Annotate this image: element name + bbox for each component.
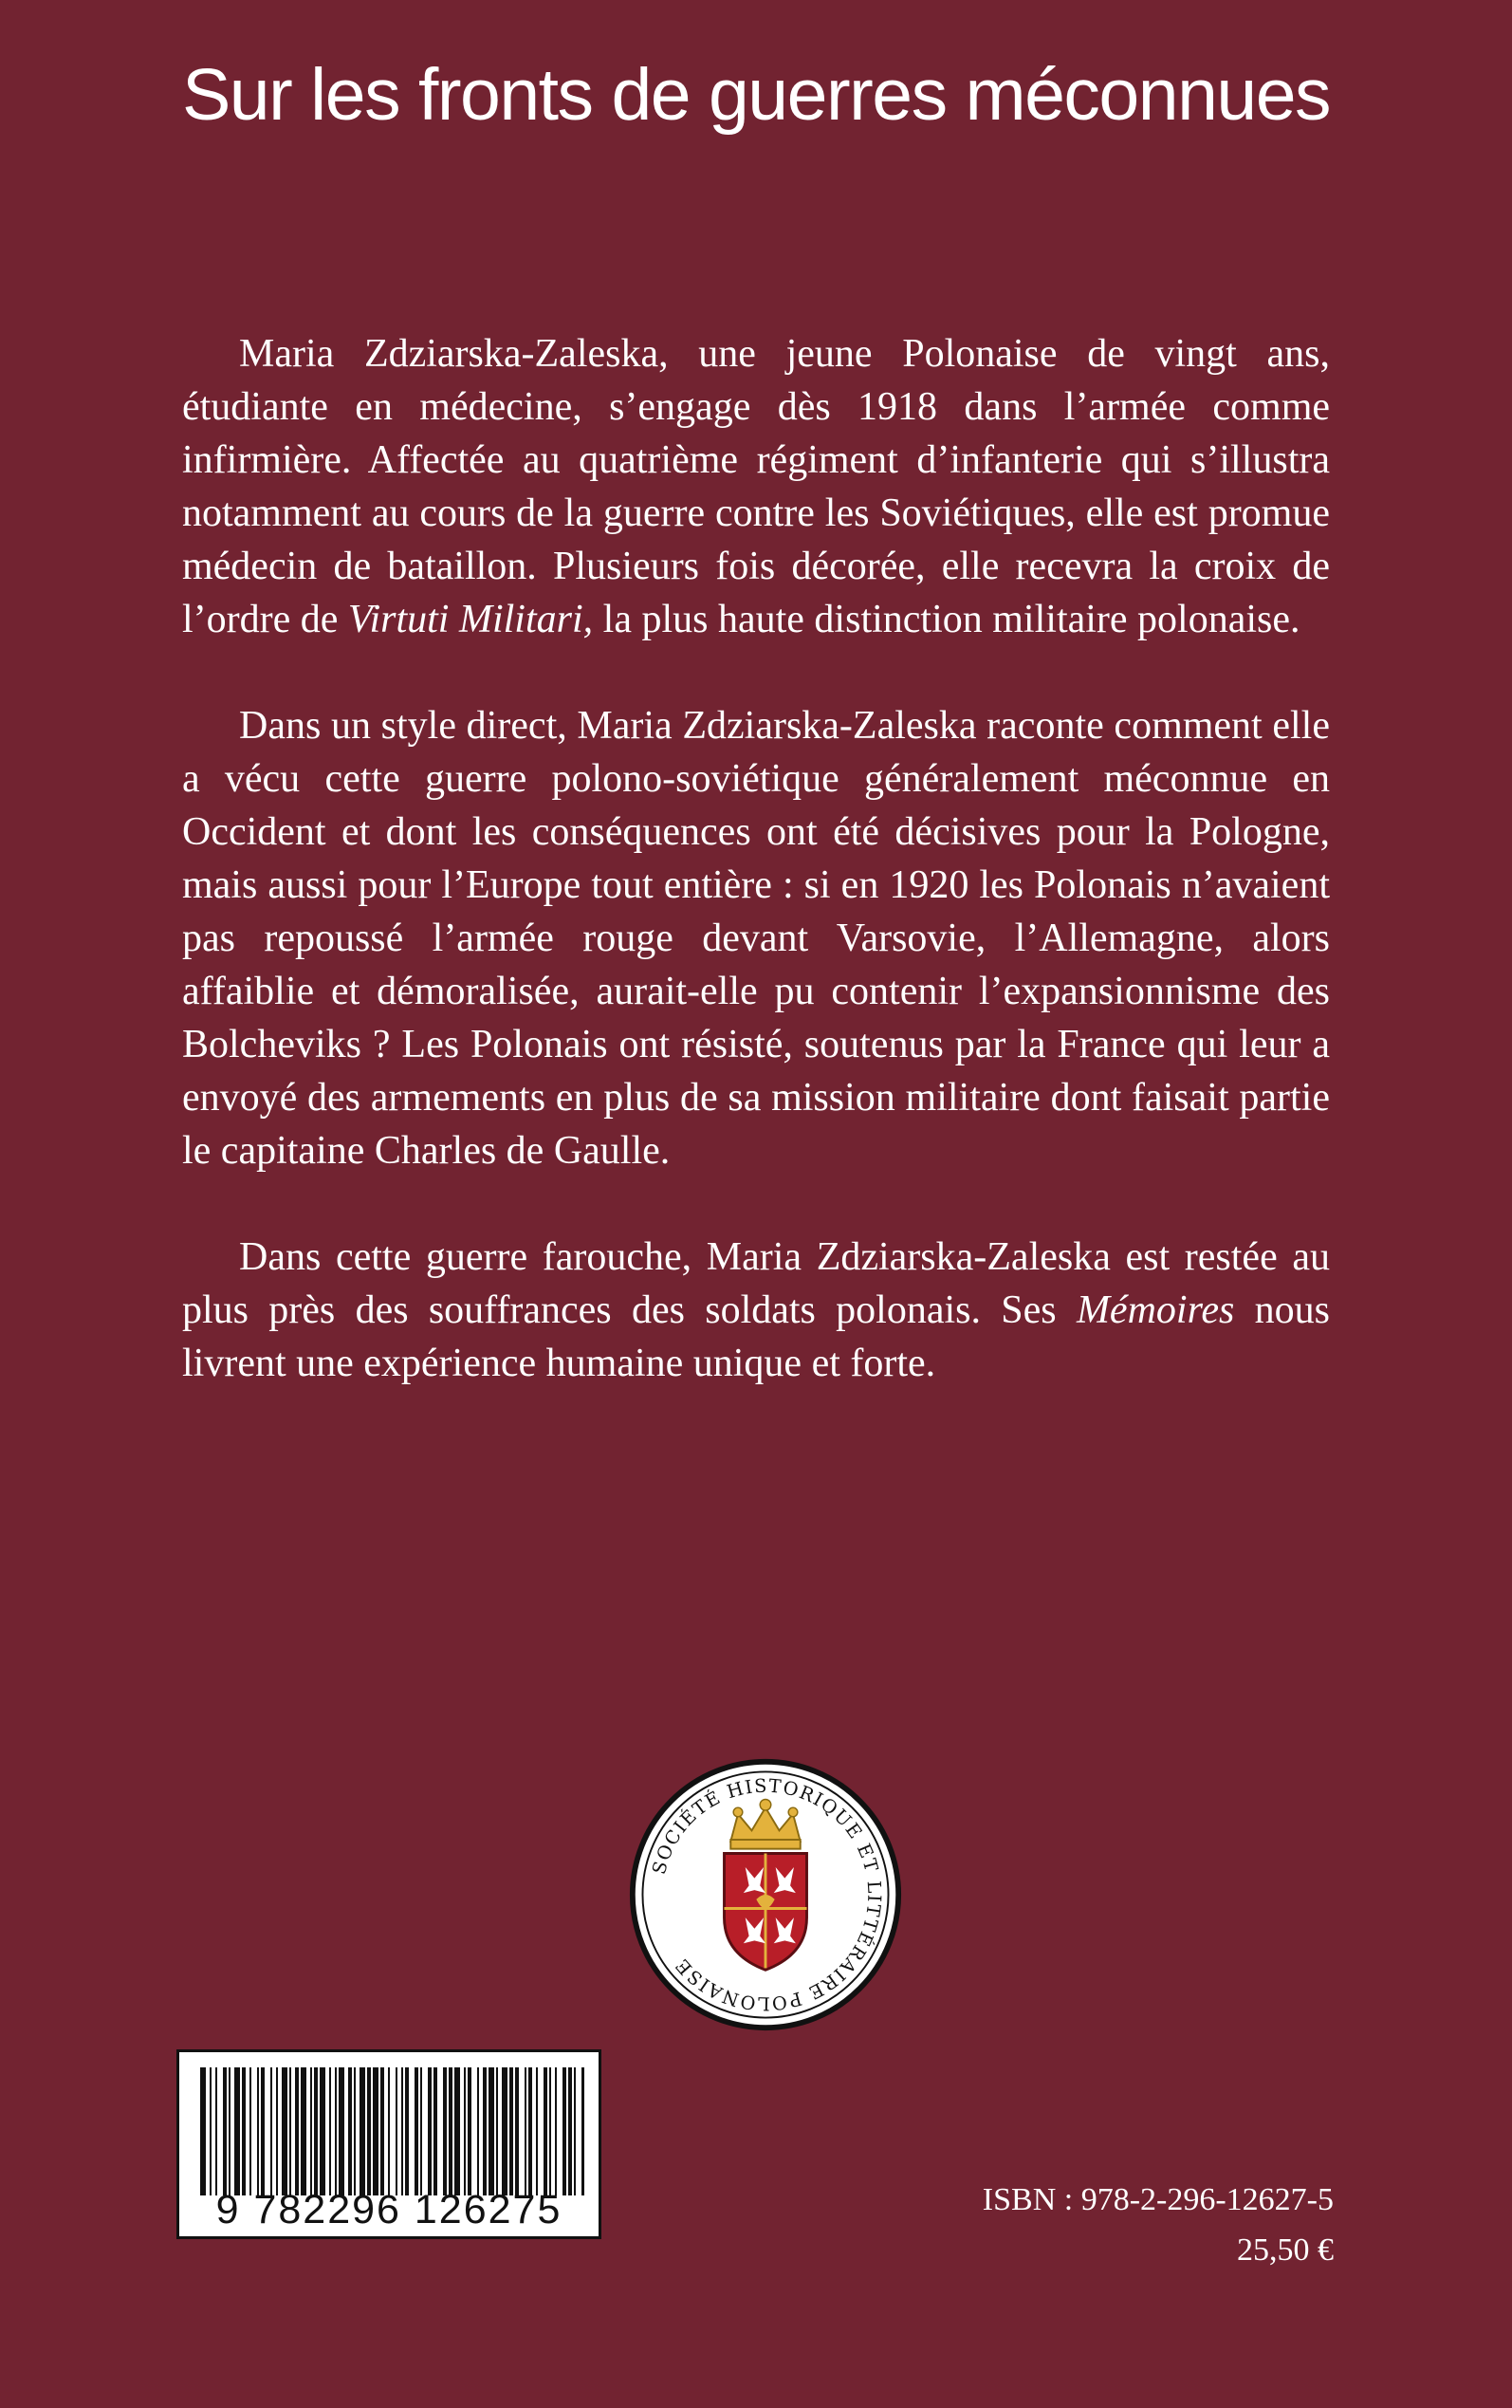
barcode-bar xyxy=(483,2067,487,2195)
barcode-bar xyxy=(348,2067,352,2195)
blurb-p3-italic: Mémoires xyxy=(1076,1288,1235,1332)
barcode-bar xyxy=(405,2067,409,2195)
barcode-digits: 9 782296 126275 xyxy=(215,2187,562,2232)
blurb-p1-text-a: Maria Zdziarska-Zaleska, une jeune Polonaise de vingt ans, étudiante en médecine, s’engage dès 1918 dans l’armée comme infirmière. Affectée au quatrième régiment d’infanterie qui s’illustra notamment au cours de la guerre contre les Soviétiques, elle est promue médecin de bataillon. Plusieurs fois décorée, elle recevra la croix de l’ordre de xyxy=(182,332,1330,641)
barcode-bar xyxy=(320,2067,325,2195)
barcode-bar xyxy=(329,2067,331,2195)
barcode-bar xyxy=(544,2067,547,2195)
barcode-bar xyxy=(468,2067,471,2195)
barcode-bar xyxy=(295,2067,299,2195)
barcode-bar xyxy=(396,2067,397,2195)
coat-of-arms-shield xyxy=(725,1854,807,1971)
blurb-p1-text-b: la plus haute distinction militaire polonaise. xyxy=(593,598,1300,641)
barcode-bar xyxy=(367,2067,371,2195)
barcode-bar xyxy=(229,2067,230,2195)
barcode-bar xyxy=(335,2067,337,2195)
barcode-bar xyxy=(536,2067,538,2195)
blurb-p3-text-b: nous livrent une expérience humaine unique et forte. xyxy=(182,1288,1330,1385)
barcode-bar xyxy=(200,2067,206,2195)
seal-text: SOCIÉTÉ HISTORIQUE ET LITTÉRAIRE POLONAISE xyxy=(647,1774,886,2015)
barcode-bar xyxy=(215,2067,217,2195)
barcode-bar xyxy=(270,2067,272,2195)
barcode-bar xyxy=(454,2067,460,2195)
barcode-bar xyxy=(489,2067,494,2195)
barcode-bar xyxy=(354,2067,356,2195)
barcode-bar xyxy=(314,2067,318,2195)
barcode-bar xyxy=(477,2067,479,2195)
barcode-bar xyxy=(388,2067,390,2195)
barcode-bar xyxy=(310,2067,312,2195)
barcode-bar xyxy=(223,2067,227,2195)
barcode-bar xyxy=(282,2067,287,2195)
barcode-bar xyxy=(380,2067,384,2195)
barcode-bar xyxy=(443,2067,447,2195)
barcode-bar xyxy=(509,2067,513,2195)
book-title: Sur les fronts de guerres méconnues xyxy=(181,54,1331,136)
barcode-bar xyxy=(234,2067,240,2195)
barcode-bar xyxy=(433,2067,437,2195)
isbn-label: ISBN : 978-2-296-12627-5 xyxy=(982,2182,1334,2217)
barcode-bar xyxy=(373,2067,378,2195)
barcode-bar xyxy=(549,2067,551,2195)
barcode-bar xyxy=(276,2067,278,2195)
barcode-bar xyxy=(568,2067,572,2195)
barcode-bar xyxy=(420,2067,422,2195)
barcode-bar xyxy=(574,2067,576,2195)
barcode-bar xyxy=(525,2067,526,2195)
barcode-bar xyxy=(249,2067,251,2195)
blurb-paragraph-1 xyxy=(182,327,1330,646)
barcode-bar xyxy=(581,2067,584,2195)
price-label: 25,50 € xyxy=(1237,2232,1334,2268)
barcode-bar xyxy=(515,2067,519,2195)
barcode-bar xyxy=(562,2067,566,2195)
blurb-paragraph-3 xyxy=(182,1231,1330,1390)
barcode-bar xyxy=(502,2067,507,2195)
barcode-bar xyxy=(289,2067,291,2195)
society-seal-logo xyxy=(628,1757,903,2032)
barcode xyxy=(176,2049,601,2239)
barcode-bar xyxy=(449,2067,452,2195)
barcode-bar xyxy=(257,2067,259,2195)
barcode-bar xyxy=(301,2067,306,2195)
barcode-bars xyxy=(200,2067,584,2195)
barcode-bar xyxy=(428,2067,432,2195)
barcode-bar xyxy=(415,2067,418,2195)
barcode-bar xyxy=(464,2067,466,2195)
blurb xyxy=(182,327,1330,1443)
barcode-bar xyxy=(210,2067,212,2195)
barcode-bar xyxy=(339,2067,344,2195)
blurb-p3-text-a: Dans cette guerre farouche, Maria Zdziarska-Zaleska est restée au plus près des souffrances des soldats polonais. Ses xyxy=(182,1235,1330,1332)
barcode-bar xyxy=(261,2067,265,2195)
barcode-bar xyxy=(401,2067,403,2195)
barcode-bar xyxy=(528,2067,532,2195)
barcode-bar xyxy=(242,2067,246,2195)
barcode-bar xyxy=(555,2067,557,2195)
barcode-bar xyxy=(496,2067,498,2195)
blurb-p1-italic: Virtuti Militari, xyxy=(347,598,594,641)
barcode-bar xyxy=(360,2067,365,2195)
blurb-paragraph-2: Dans un style direct, Maria Zdziarska-Zaleska raconte comment elle a vécu cette guerre polono-soviétique généralement méconnue en Occident et dont les conséquences ont été décisives pour la Pologne, mais aussi pour l’Europe tout entière : si en 1920 les Polonais n’avaient pas repoussé l’armée rouge devant Varsovie, l’Allemagne, alors affaiblie et démoralisée, aurait-elle pu contenir l’expansionnisme des Bolcheviks ? Les Polonais ont résisté, soutenus par la France qui leur a envoyé des armements en plus de sa mission militaire dont faisait partie le capitaine Charles de Gaulle. xyxy=(182,704,1330,1173)
